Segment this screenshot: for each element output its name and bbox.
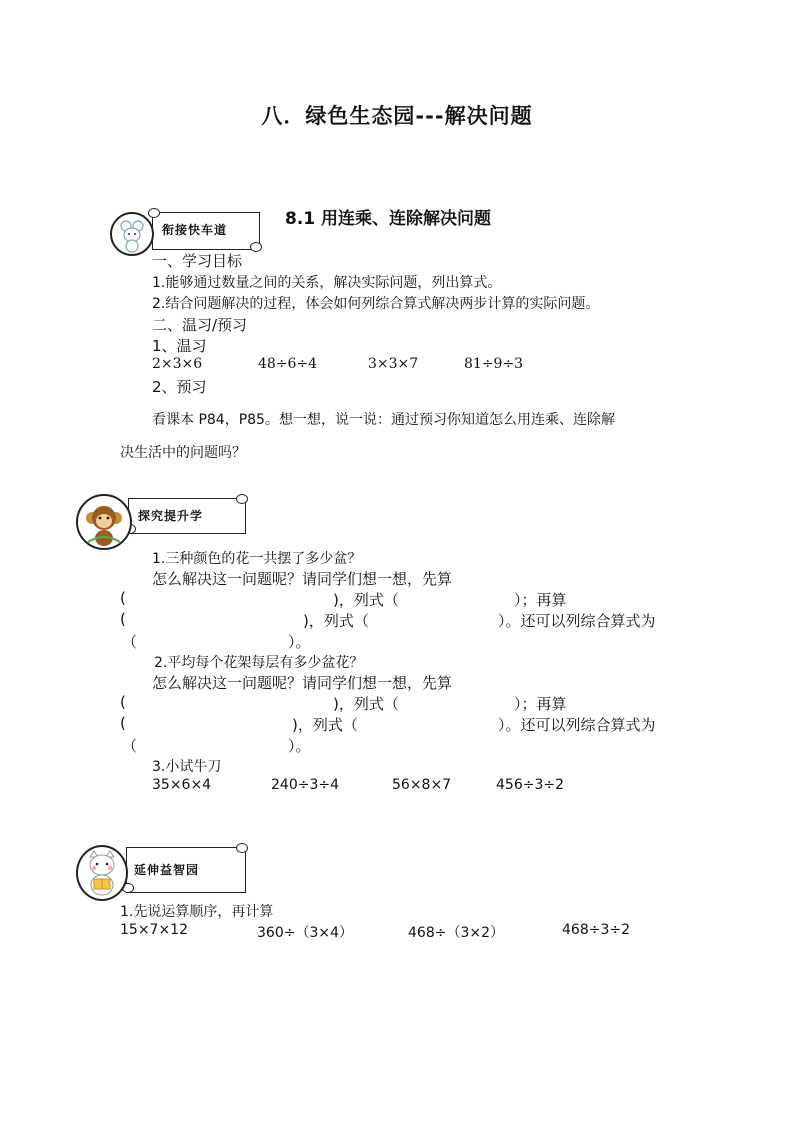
combined-prompt: ）。还可以列综合算式为 (498, 716, 656, 734)
question-2-title: 2.平均每个花架每层有多少盆花？ (154, 655, 364, 671)
scroll-curl (236, 494, 248, 504)
review-item: 81÷9÷3 (464, 356, 524, 372)
paren-close: ）。 (288, 633, 311, 651)
cat-reading-mascot-icon (78, 847, 126, 899)
monkey-mascot-icon (78, 496, 130, 548)
mascot-circle (76, 494, 132, 550)
paren-open: （ (122, 737, 138, 755)
scroll-curl (148, 208, 160, 218)
practice-item: 456÷3÷2 (496, 777, 564, 793)
scroll-curl (236, 843, 248, 853)
review-label: 1、温习 (152, 337, 207, 355)
paren-open: ( (120, 714, 126, 732)
question-2-line1: 怎么解决这一问题呢？请同学们想一想，先算 (152, 674, 453, 692)
review-item: 2×3×6 (152, 356, 203, 372)
heading-goals: 一、学习目标 (152, 252, 243, 270)
formula-prompt: )，列式（ (292, 716, 358, 734)
extension-item: 360÷（3×4） (257, 925, 353, 941)
review-item: 48÷6÷4 (258, 356, 318, 372)
preview-text-line2: 决生活中的问题吗？ (120, 445, 246, 461)
goal-1: 1.能够通过数量之间的关系，解决实际问题，列出算式。 (152, 275, 502, 291)
formula-prompt: )，列式（ (303, 612, 369, 630)
mascot-circle (76, 845, 128, 901)
review-item: 3×3×7 (368, 356, 419, 372)
page-title: 八．绿色生态园---解决问题 (261, 104, 533, 128)
mouse-mascot-icon (112, 214, 152, 254)
badge-extend (76, 843, 248, 899)
preview-text-line1: 看课本 P84，P85。想一想，说一说：通过预习你知道怎么用连乘、连除解 (152, 412, 615, 428)
formula-prompt: )，列式（ (333, 695, 399, 713)
mascot-circle (110, 212, 154, 256)
paren-open: ( (120, 610, 126, 628)
question-3-title: 3.小试牛刀 (152, 759, 222, 775)
combined-prompt: ）。还可以列综合算式为 (498, 612, 656, 630)
then-compute: ）；再算 (514, 695, 567, 713)
extension-item: 468÷（3×2） (408, 925, 504, 941)
question-1-title: 1.三种颜色的花一共摆了多少盆？ (152, 551, 362, 567)
paren-open: （ (122, 633, 138, 651)
heading-review: 二、温习/预习 (152, 316, 248, 334)
preview-label: 2、预习 (152, 378, 207, 396)
extension-item: 468÷3÷2 (562, 922, 630, 938)
paren-open: ( (120, 693, 126, 711)
badge-label: 探究提升学 (138, 509, 204, 523)
paren-open: ( (120, 589, 126, 607)
extension-question-title: 1.先说运算顺序，再计算 (120, 904, 274, 920)
badge-explore (76, 494, 248, 550)
practice-item: 240÷3÷4 (271, 777, 339, 793)
section-title: 8.1 用连乘、连除解决问题 (285, 209, 492, 229)
formula-prompt: )，列式（ (333, 591, 399, 609)
paren-close: ）。 (288, 737, 311, 755)
question-1-line1: 怎么解决这一问题呢？请同学们想一想，先算 (152, 570, 453, 588)
badge-label: 延伸益智园 (134, 863, 200, 877)
practice-item: 56×8×7 (392, 777, 452, 793)
badge-label: 衔接快车道 (162, 223, 228, 237)
then-compute: ）；再算 (514, 591, 567, 609)
extension-item: 15×7×12 (120, 922, 188, 938)
goal-2: 2.结合问题解决的过程，体会如何列综合算式解决两步计算的实际问题。 (152, 296, 600, 312)
practice-item: 35×6×4 (152, 777, 212, 793)
scroll-curl (250, 242, 262, 252)
